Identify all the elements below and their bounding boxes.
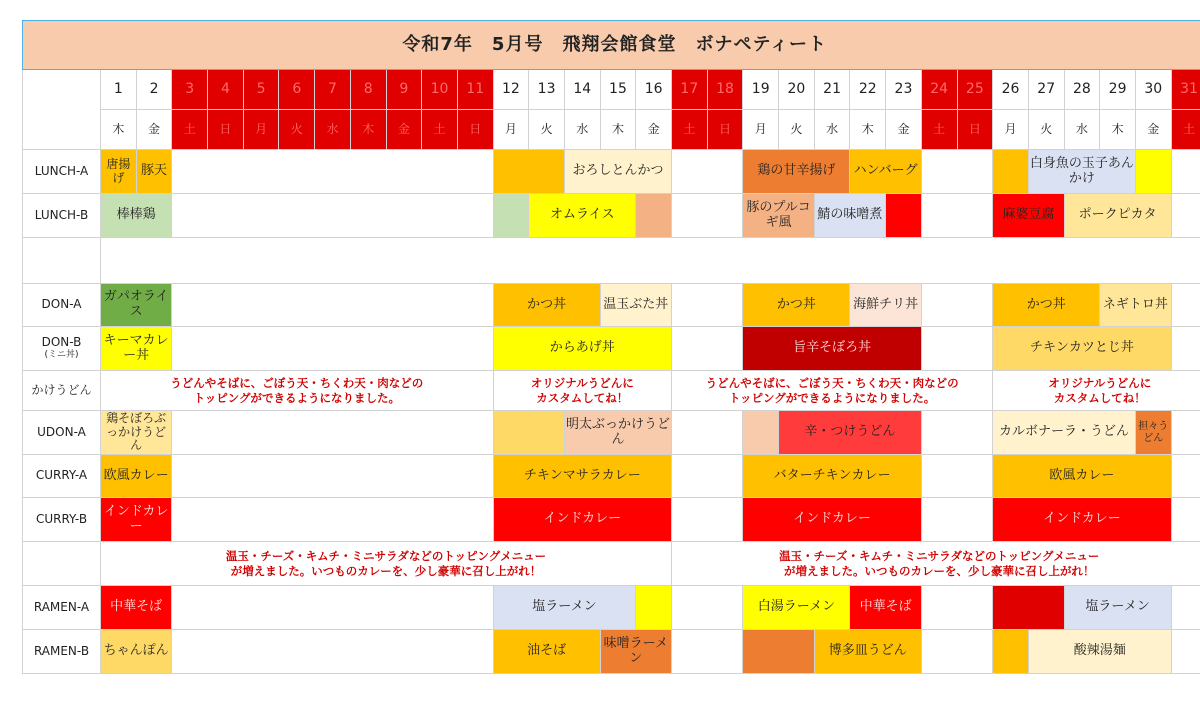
day-number: 6	[279, 70, 315, 110]
row-label: LUNCH-A	[23, 150, 101, 194]
menu-cell: 油そば	[493, 630, 600, 674]
empty-cell	[672, 586, 743, 630]
day-number: 20	[779, 70, 815, 110]
weekday: 木	[850, 110, 886, 150]
row-label-main: DON-B	[41, 335, 82, 350]
menu-cell: からあげ丼	[493, 327, 671, 371]
day-number: 18	[707, 70, 743, 110]
row-label: UDON-A	[23, 411, 101, 455]
day-number: 4	[208, 70, 244, 110]
row-label-sub: (ミニ丼)	[44, 350, 79, 361]
row-label: DON-A	[23, 284, 101, 327]
day-number: 25	[957, 70, 993, 110]
empty-cell	[921, 498, 992, 542]
day-number: 8	[350, 70, 386, 110]
weekday: 土	[1171, 110, 1200, 150]
kake-udon-row	[23, 371, 1200, 411]
menu-cell: ネギトロ丼	[1100, 284, 1171, 327]
day-number: 19	[743, 70, 779, 110]
day-number: 2	[136, 70, 172, 110]
empty-cell	[172, 498, 493, 542]
empty-cell	[1171, 411, 1200, 455]
empty-cell	[101, 238, 1200, 284]
color-cell	[993, 586, 1064, 630]
day-number: 12	[493, 70, 529, 110]
day-number: 27	[1028, 70, 1064, 110]
weekday: 月	[993, 110, 1029, 150]
empty-cell	[172, 284, 493, 327]
day-number: 11	[457, 70, 493, 110]
day-number: 1	[101, 70, 137, 110]
menu-cell: おろしとんかつ	[564, 150, 671, 194]
menu-cell: 温玉ぶた丼	[600, 284, 671, 327]
day-number: 14	[564, 70, 600, 110]
menu-cell: かつ丼	[743, 284, 850, 327]
day-number: 24	[921, 70, 957, 110]
color-cell	[636, 194, 672, 238]
menu-cell: 中華そば	[850, 586, 921, 630]
day-number: 5	[243, 70, 279, 110]
note-text: 温玉・チーズ・キムチ・ミニサラダなどのトッピングメニュー が増えました。いつものカレーを、少し豪華に召し上がれ！	[101, 542, 672, 586]
color-cell	[1135, 150, 1171, 194]
menu-cell: オムライス	[529, 194, 636, 238]
empty-cell	[172, 411, 493, 455]
menu-cell: 欧風カレー	[101, 455, 172, 498]
day-number: 29	[1100, 70, 1136, 110]
day-number: 9	[386, 70, 422, 110]
menu-cell: 海鮮チリ丼	[850, 284, 921, 327]
row-label: LUNCH-B	[23, 194, 101, 238]
empty-cell	[1171, 586, 1200, 630]
weekday: 土	[422, 110, 458, 150]
don-b-row	[23, 327, 1200, 371]
menu-cell: キーマカレー丼	[101, 327, 172, 371]
weekday: 水	[564, 110, 600, 150]
menu-cell: バターチキンカレー	[743, 455, 921, 498]
spacer-row	[23, 238, 1200, 284]
color-cell	[493, 194, 529, 238]
weekday: 月	[493, 110, 529, 150]
empty-cell	[921, 455, 992, 498]
menu-calendar-table	[22, 20, 1200, 674]
page-title: 令和7年 5月号 飛翔会館食堂 ボナペティート	[23, 21, 1200, 70]
weekday: 木	[600, 110, 636, 150]
weekday-row	[23, 110, 1200, 150]
weekday: 水	[315, 110, 351, 150]
weekday: 月	[243, 110, 279, 150]
color-cell	[743, 630, 814, 674]
row-label	[23, 327, 101, 371]
weekday: 火	[279, 110, 315, 150]
weekday: 日	[957, 110, 993, 150]
menu-cell: 酸辣湯麺	[1028, 630, 1171, 674]
menu-cell: 豚天	[136, 150, 172, 194]
row-label: RAMEN-B	[23, 630, 101, 674]
curry-b-row	[23, 498, 1200, 542]
empty-cell	[172, 455, 493, 498]
weekday: 土	[921, 110, 957, 150]
day-number: 13	[529, 70, 565, 110]
empty-cell	[1171, 150, 1200, 194]
menu-cell: ちゃんぽん	[101, 630, 172, 674]
empty-cell	[172, 327, 493, 371]
menu-cell: 唐揚げ	[101, 150, 137, 194]
menu-cell: 旨辛そぼろ丼	[743, 327, 921, 371]
empty-cell	[921, 630, 992, 674]
row-label	[23, 238, 101, 284]
menu-cell: かつ丼	[993, 284, 1100, 327]
weekday: 金	[136, 110, 172, 150]
ramen-a-row	[23, 586, 1200, 630]
day-number-row	[23, 70, 1200, 110]
day-number: 10	[422, 70, 458, 110]
weekday: 水	[1064, 110, 1100, 150]
weekday: 火	[1028, 110, 1064, 150]
row-label: RAMEN-A	[23, 586, 101, 630]
menu-cell: 鶏の甘辛揚げ	[743, 150, 850, 194]
empty-cell	[1171, 630, 1200, 674]
menu-cell: 鯖の味噌煮	[814, 194, 885, 238]
menu-cell: カルボナーラ・うどん	[993, 411, 1136, 455]
empty-cell	[921, 586, 992, 630]
menu-cell: ポークピカタ	[1064, 194, 1171, 238]
menu-cell: 中華そば	[101, 586, 172, 630]
weekday: 日	[208, 110, 244, 150]
empty-cell	[672, 327, 743, 371]
menu-cell: 博多皿うどん	[814, 630, 921, 674]
empty-cell	[1171, 455, 1200, 498]
menu-cell: 鶏そぼろぶっかけうどん	[101, 411, 172, 455]
weekday: 金	[636, 110, 672, 150]
weekday: 日	[457, 110, 493, 150]
menu-cell: 明太ぶっかけうどん	[564, 411, 671, 455]
menu-cell: 棒棒鶏	[101, 194, 172, 238]
topping-note-row	[23, 542, 1200, 586]
empty-cell	[172, 586, 493, 630]
menu-cell: チキンマサラカレー	[493, 455, 671, 498]
empty-cell	[672, 411, 743, 455]
menu-cell: チキンカツとじ丼	[993, 327, 1171, 371]
empty-cell	[1171, 284, 1200, 327]
day-number: 23	[886, 70, 922, 110]
menu-cell: かつ丼	[493, 284, 600, 327]
day-number: 16	[636, 70, 672, 110]
empty-cell	[672, 150, 743, 194]
empty-cell	[672, 284, 743, 327]
color-cell	[993, 630, 1029, 674]
day-number: 15	[600, 70, 636, 110]
weekday: 火	[779, 110, 815, 150]
empty-cell	[921, 284, 992, 327]
day-number: 3	[172, 70, 208, 110]
menu-cell: 白身魚の玉子あんかけ	[1028, 150, 1135, 194]
menu-cell: インドカレー	[743, 498, 921, 542]
day-number: 26	[993, 70, 1029, 110]
day-number: 17	[672, 70, 708, 110]
weekday: 木	[350, 110, 386, 150]
menu-cell: 白湯ラーメン	[743, 586, 850, 630]
note-text: オリジナルうどんに カスタムしてね！	[493, 371, 671, 411]
empty-cell	[672, 455, 743, 498]
day-number: 7	[315, 70, 351, 110]
weekday: 土	[672, 110, 708, 150]
color-cell	[493, 411, 564, 455]
day-number: 30	[1135, 70, 1171, 110]
row-label: CURRY-A	[23, 455, 101, 498]
note-text: うどんやそばに、ごぼう天・ちくわ天・肉などの トッピングができるようになりました。	[672, 371, 993, 411]
color-cell	[743, 411, 779, 455]
empty-cell	[172, 630, 493, 674]
menu-cell: 塩ラーメン	[1064, 586, 1171, 630]
menu-cell: 味噌ラーメン	[600, 630, 671, 674]
weekday: 月	[743, 110, 779, 150]
corner-cell	[23, 70, 101, 150]
empty-cell	[1171, 498, 1200, 542]
udon-a-row	[23, 411, 1200, 455]
empty-cell	[921, 150, 992, 194]
color-cell	[993, 150, 1029, 194]
color-cell	[636, 586, 672, 630]
menu-cell: ハンバーグ	[850, 150, 921, 194]
day-number: 31	[1171, 70, 1200, 110]
empty-cell	[172, 194, 493, 238]
color-cell	[493, 150, 564, 194]
lunch-a-row	[23, 150, 1200, 194]
ramen-b-row	[23, 630, 1200, 674]
weekday: 水	[814, 110, 850, 150]
note-text: うどんやそばに、ごぼう天・ちくわ天・肉などの トッピングができるようになりました。	[101, 371, 494, 411]
menu-cell: インドカレー	[101, 498, 172, 542]
weekday: 金	[386, 110, 422, 150]
weekday: 金	[1135, 110, 1171, 150]
weekday: 日	[707, 110, 743, 150]
weekday: 金	[886, 110, 922, 150]
weekday: 木	[101, 110, 137, 150]
don-a-row	[23, 284, 1200, 327]
note-text: 温玉・チーズ・キムチ・ミニサラダなどのトッピングメニュー が増えました。いつものカレーを、少し豪華に召し上がれ！	[672, 542, 1200, 586]
day-number: 21	[814, 70, 850, 110]
curry-a-row	[23, 455, 1200, 498]
weekday: 土	[172, 110, 208, 150]
day-number: 28	[1064, 70, 1100, 110]
menu-cell: 豚のプルコギ風	[743, 194, 814, 238]
menu-cell: インドカレー	[993, 498, 1171, 542]
empty-cell	[921, 327, 992, 371]
menu-cell: 欧風カレー	[993, 455, 1171, 498]
weekday: 木	[1100, 110, 1136, 150]
menu-cell: 塩ラーメン	[493, 586, 636, 630]
empty-cell	[672, 498, 743, 542]
empty-cell	[1171, 327, 1200, 371]
menu-cell: インドカレー	[493, 498, 671, 542]
empty-cell	[172, 150, 493, 194]
note-text: オリジナルうどんに カスタムしてね！	[993, 371, 1200, 411]
row-label: CURRY-B	[23, 498, 101, 542]
row-label	[23, 542, 101, 586]
empty-cell	[672, 630, 743, 674]
menu-cell: ガパオライス	[101, 284, 172, 327]
empty-cell	[921, 194, 992, 238]
menu-cell: 辛・つけうどん	[779, 411, 922, 455]
empty-cell	[672, 194, 743, 238]
day-number: 22	[850, 70, 886, 110]
color-cell	[886, 194, 922, 238]
empty-cell	[921, 411, 992, 455]
lunch-b-row	[23, 194, 1200, 238]
menu-cell: 麻婆豆腐	[993, 194, 1064, 238]
empty-cell	[1171, 194, 1200, 238]
row-label: かけうどん	[23, 371, 101, 411]
menu-cell: 担々うどん	[1135, 411, 1171, 455]
weekday: 火	[529, 110, 565, 150]
